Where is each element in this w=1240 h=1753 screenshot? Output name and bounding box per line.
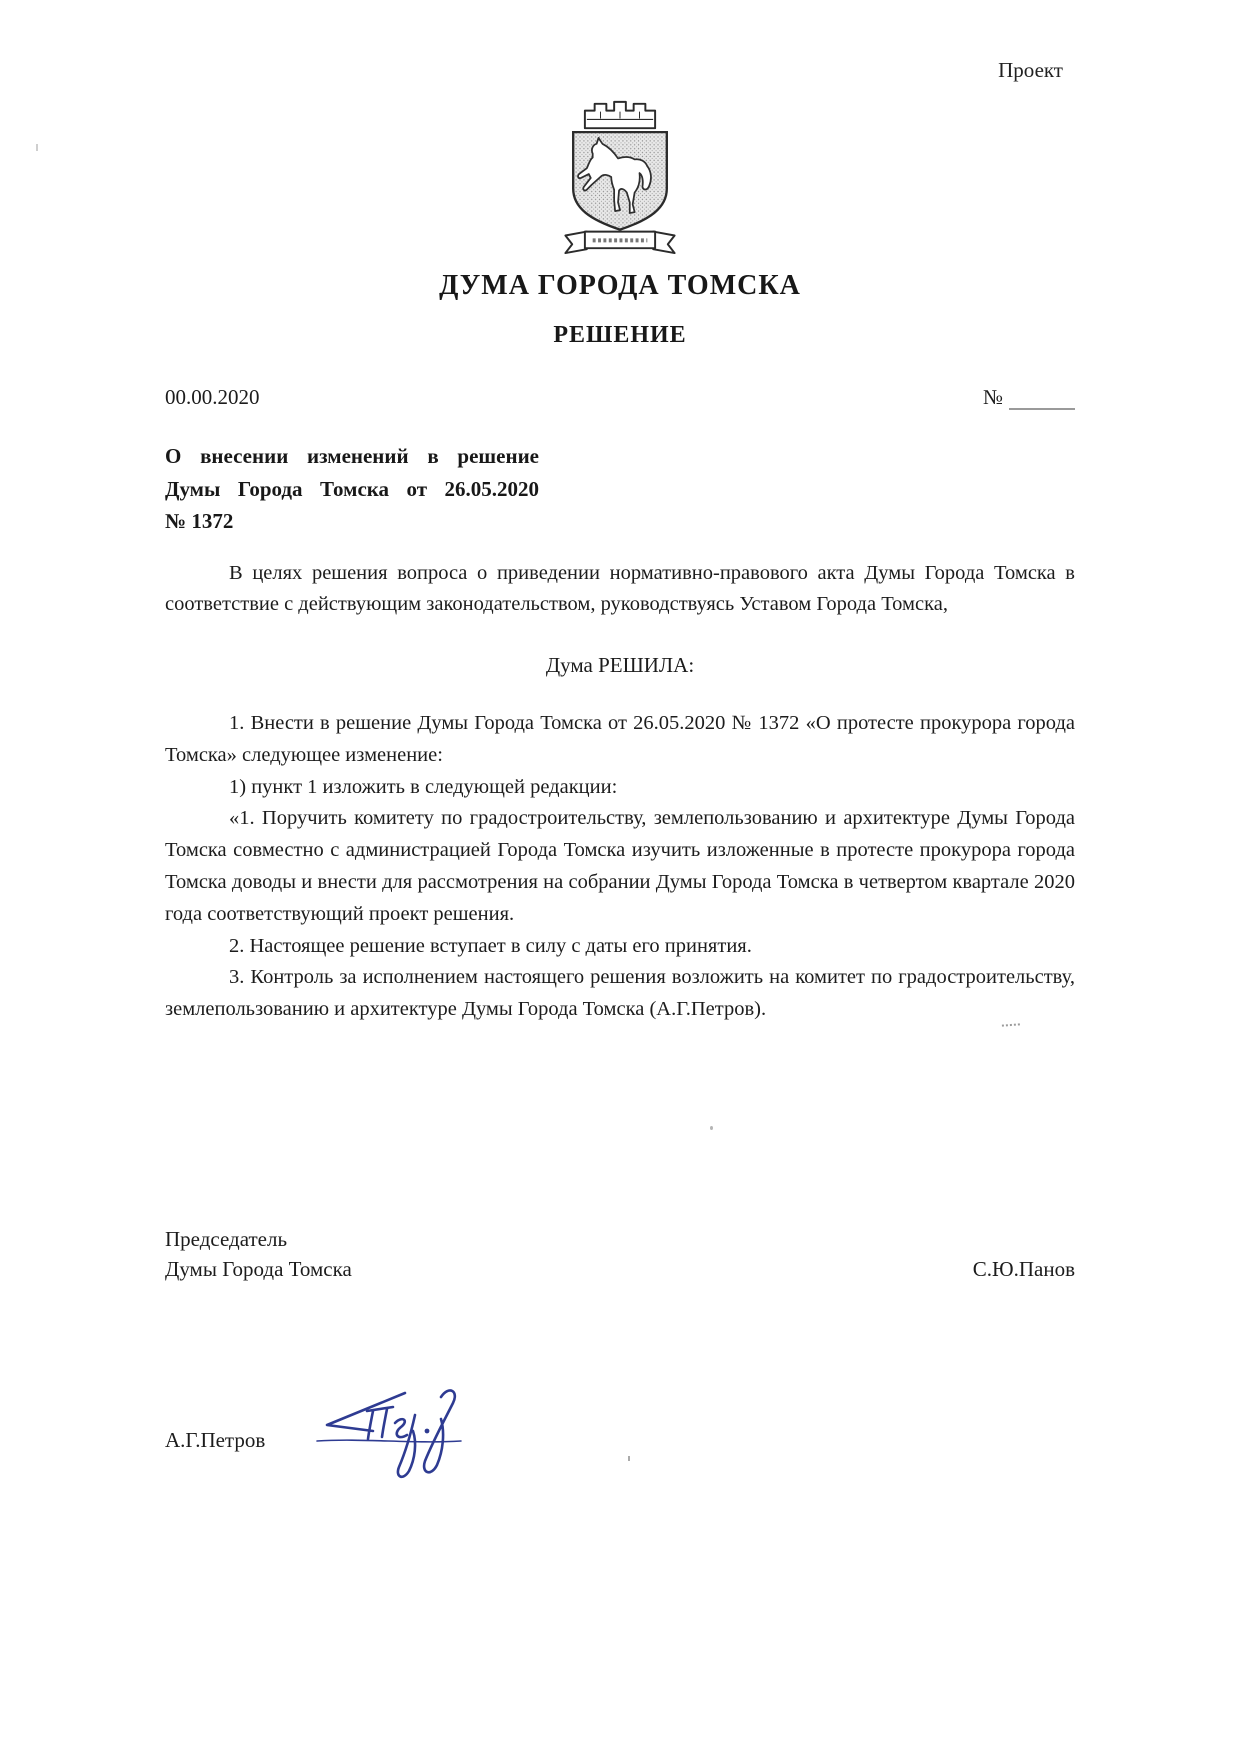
title-line: Думы Города Томска от 26.05.2020 [165,476,539,501]
ribbon-icon [565,232,674,253]
shield-icon [573,132,667,230]
handwritten-signature [303,1367,468,1501]
number-blank-line [1009,390,1075,410]
document-meta-row [165,385,1075,410]
title-line: № 1372 [165,509,234,534]
coat-of-arms-icon [536,97,704,255]
document-title [165,440,539,538]
body-paragraph-2: 1) пункт 1 изложить в следующей редакции: [229,775,618,798]
document-date: 00.00.2020 [165,385,260,409]
chairman-title-line: Думы Города Томска [165,1257,352,1282]
mural-crown-icon [585,102,655,128]
document-type-heading: РЕШЕНИЕ [553,322,687,348]
document-number [983,385,1075,410]
body-paragraph-3: «1. Поручить комитету по градостроительству, землепользованию и архитектуре Думы Города Томска совместно с администрацией Города Томска изучить изложенные в протесте прокурора города Томска доводы и внести для рассмотрения на собрании Думы Города Томска в четвертом квартале 2020 года соответствующий проект решения. [165,807,1075,925]
body-paragraph-1: 1. Внести в решение Думы Города Томска от 26.05.2020 № 1372 «О протесте прокурора города Томска» следующее изменение: [165,712,1075,766]
tomsk-coat-of-arms [165,97,1075,260]
title-line: О внесении изменений в решение [165,444,539,468]
signer-row [165,1381,1075,1501]
body-paragraph-4: 2. Настоящее решение вступает в силу с даты его принятия. [229,934,752,957]
signature-ink-icon [303,1367,468,1495]
chairman-signature-block [165,1224,1075,1285]
body-paragraph-5: 3. Контроль за исполнением настоящего решения возложить на комитет по градостроительству, землепользованию и архитектуре Думы Города Томска (А.Г.Петров). [165,966,1075,1021]
chairman-title [165,1224,352,1285]
resolved-heading: Дума РЕШИЛА: [545,653,695,678]
organization-name: ДУМА ГОРОДА ТОМСКА [439,270,801,301]
intro-paragraph: В целях решения вопроса о приведении нормативно-правового акта Думы Города Томска в соответствие с действующим законодательством, руководствуясь Уставом Города Томска, [165,561,1075,616]
chairman-title-line: Председатель [165,1226,288,1251]
draft-label: Проект [998,58,1063,82]
number-sign-label: № [982,385,1003,409]
signer-name: А.Г.Петров [165,1428,266,1453]
chairman-name: С.Ю.Панов [972,1257,1075,1282]
